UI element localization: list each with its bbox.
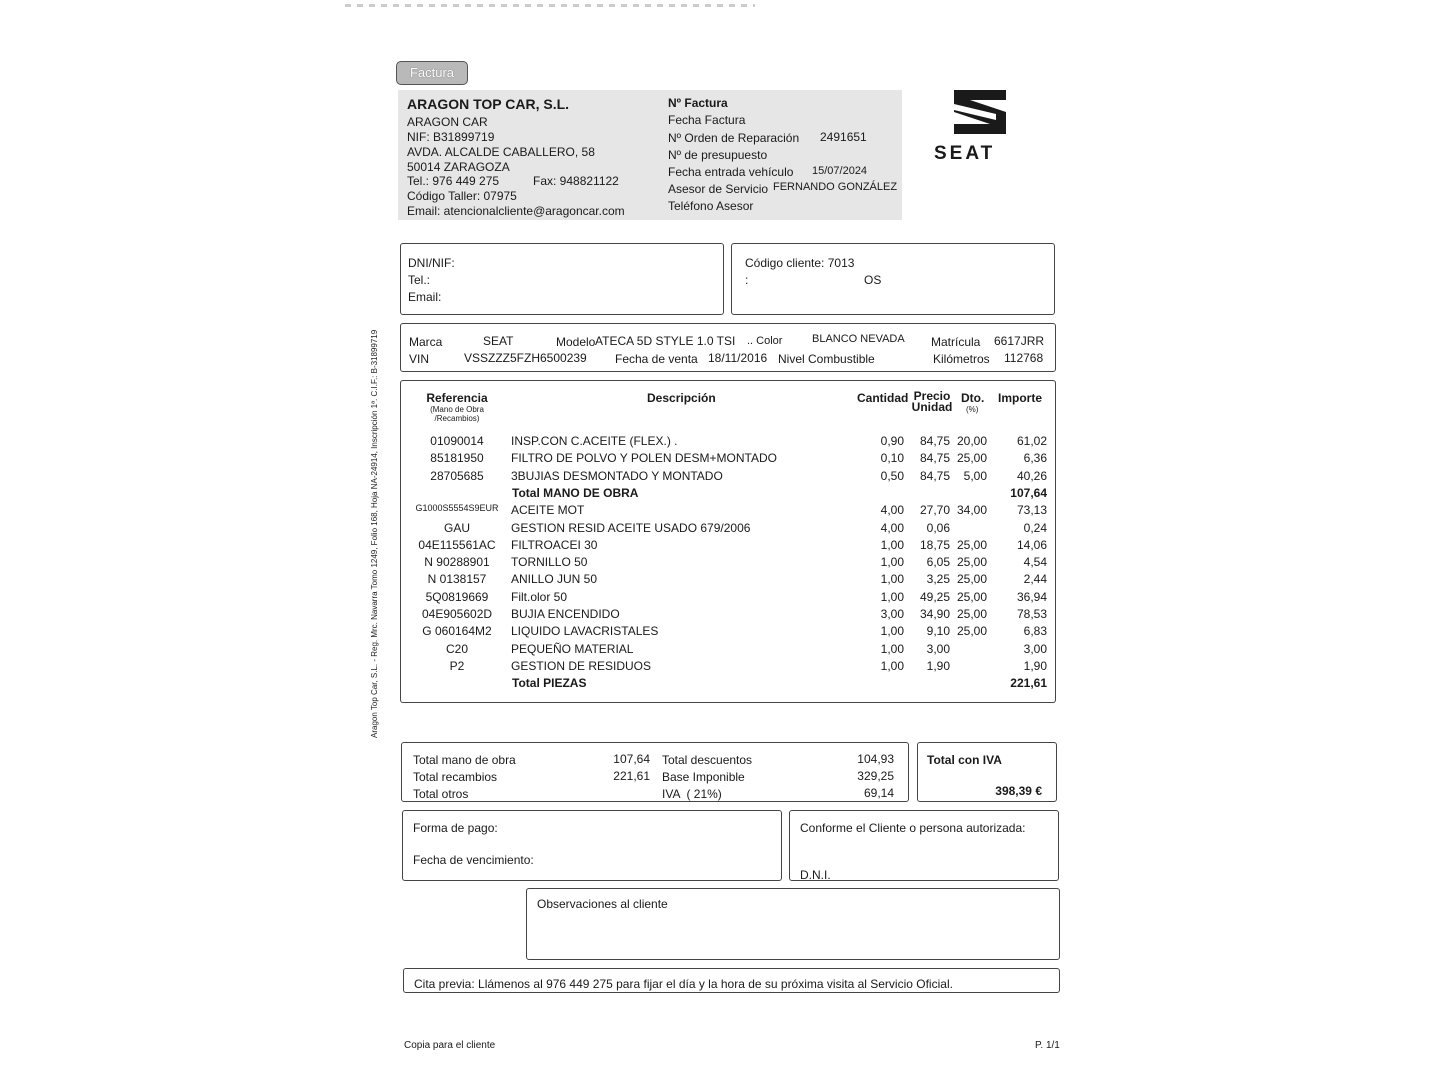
row-ref: N 90288901 [424,555,490,569]
company-address: AVDA. ALCALDE CABALLERO, 58 [407,145,595,159]
row-desc: GESTION DE RESIDUOS [511,659,652,673]
row-desc: GESTION RESID ACEITE USADO 679/2006 [511,521,751,535]
company-email: Email: atencionalcliente@aragoncar.com [407,204,625,218]
row-ref: 5Q0819669 [425,590,489,604]
summary-iva-value: 69,14 [863,786,894,800]
summary-base-label: Base Imponible [662,770,745,784]
entry-date-label: Fecha entrada vehículo [668,165,794,179]
customer-dni-label: DNI/NIF: [408,256,455,270]
vehicle-plate-value: 6617JRR [994,334,1045,348]
row-amount: 6,36 [1023,451,1047,465]
row-amount: 2,44 [1023,572,1047,586]
row-qty: 1,00 [880,538,904,552]
row-ref: 85181950 [430,451,484,465]
col-header-ref: Referencia [426,391,488,405]
row-price: 0,06 [926,521,950,535]
seat-logo-word: SEAT [934,143,996,164]
row-desc: Filt.olor 50 [511,590,568,604]
row-desc: LIQUIDO LAVACRISTALES [511,624,659,638]
vehicle-brand-value: SEAT [483,334,514,348]
company-workshop-code: Código Taller: 07975 [407,189,517,203]
payment-method-label: Forma de pago: [413,821,498,835]
footer-page-label: P. 1/1 [1035,1040,1060,1051]
observations-label: Observaciones al cliente [537,897,668,911]
row-desc: Total PIEZAS [512,676,587,690]
invoice-date-label: Fecha Factura [668,113,746,127]
row-desc: Total MANO DE OBRA [512,486,639,500]
row-ref: P2 [449,659,465,673]
row-amount: 14,06 [1016,538,1047,552]
vehicle-brand-label: Marca [409,335,443,349]
row-qty: 0,90 [880,434,904,448]
col-header-price: Precio Unidad [911,389,953,414]
row-amount: 6,83 [1023,624,1047,638]
row-ref: G 060164M2 [422,624,492,638]
row-amount: 221,61 [1010,676,1047,690]
company-fax: Fax: 948821122 [533,174,619,188]
invoice-tab: Factura [396,61,468,85]
row-desc: ANILLO JUN 50 [511,572,598,586]
summary-others-label: Total otros [413,787,469,801]
client-name-colon: : [745,273,749,287]
summary-discounts-label: Total descuentos [662,753,753,767]
row-desc: TORNILLO 50 [511,555,588,569]
vehicle-sale-date-label: Fecha de venta [615,352,698,366]
summary-base-value: 329,25 [857,769,894,783]
side-legal-text: Aragon Top Car, S.L. - Reg. Mrc. Navarra Tomo 1249, Folio 168, Hoja NA-24914, Inscripción 1ª. C.I.F.: B-31899719 [370,329,379,738]
advisor-value: FERNANDO GONZÁLEZ [773,181,898,193]
row-ref: G1000S5554S9EUR [415,503,499,513]
company-trade-name: ARAGON CAR [407,115,488,129]
repair-order-value: 2491651 [820,130,867,144]
summary-labor-label: Total mano de obra [413,753,516,767]
vehicle-km-label: Kilómetros [933,352,990,366]
row-price: 84,75 [919,434,950,448]
row-qty: 1,00 [880,659,904,673]
conformity-label: Conforme el Cliente o persona autorizada: [800,821,1026,835]
vehicle-vin-value: VSSZZZ5FZH6500239 [464,351,587,365]
summary-discounts-value: 104,93 [857,752,894,766]
row-qty: 1,00 [880,555,904,569]
row-amount: 61,02 [1016,434,1047,448]
repair-order-label: Nº Orden de Reparación [668,131,800,145]
row-desc: PEQUEÑO MATERIAL [511,642,634,656]
row-price: 84,75 [919,469,950,483]
row-qty: 1,00 [880,624,904,638]
advisor-phone-label: Teléfono Asesor [668,199,754,213]
row-desc: INSP.CON C.ACEITE (FLEX.) . [511,434,678,448]
client-name-fragment: OS [864,273,882,287]
total-value: 398,39 € [995,784,1042,798]
vehicle-model-label: Modelo [556,335,596,349]
customer-contact-box [400,243,724,315]
row-dto: 5,00 [963,469,987,483]
row-qty: 4,00 [880,503,904,517]
row-price: 6,05 [926,555,950,569]
row-dto: 25,00 [956,555,987,569]
row-dto: 25,00 [956,624,987,638]
row-qty: 3,00 [880,607,904,621]
row-desc: FILTRO DE POLVO Y POLEN DESM+MONTADO [511,451,777,465]
vehicle-fuel-label: Nivel Combustible [778,352,875,366]
vehicle-vin-label: VIN [409,352,430,366]
col-header-desc: Descripción [647,391,716,405]
row-dto: 25,00 [956,538,987,552]
seat-logo-icon [952,88,1008,136]
customer-email-label: Email: [408,290,442,304]
row-price: 18,75 [919,538,950,552]
vehicle-plate-label: Matrícula [931,335,981,349]
row-price: 27,70 [919,503,950,517]
row-price: 49,25 [919,590,950,604]
row-dto: 20,00 [956,434,987,448]
row-qty: 1,00 [880,642,904,656]
row-ref: 04E115561AC [418,538,496,552]
row-price: 3,00 [926,642,950,656]
row-amount: 1,90 [1023,659,1047,673]
client-code: Código cliente: 7013 [745,256,855,270]
row-ref: 04E905602D [421,607,493,621]
row-ref: GAU [443,521,470,535]
row-dto: 34,00 [956,503,987,517]
row-ref: C20 [445,642,468,656]
row-ref: 28705685 [430,469,484,483]
col-header-qty: Cantidad [857,391,909,405]
vehicle-model-value: ATECA 5D STYLE 1.0 TSI [595,334,736,348]
row-ref: N 0138157 [427,572,487,586]
row-qty: 1,00 [880,572,904,586]
customer-tel-label: Tel.: [408,273,431,287]
row-amount: 3,00 [1023,642,1047,656]
row-desc: BUJIA ENCENDIDO [511,607,620,621]
summary-parts-value: 221,61 [613,769,650,783]
conformity-dni-label: D.N.I. [800,868,831,882]
row-price: 9,10 [926,624,950,638]
row-qty: 0,10 [880,451,904,465]
company-city: 50014 ZARAGOZA [407,160,510,174]
row-amount: 40,26 [1016,469,1047,483]
company-tel: Tel.: 976 449 275 [407,174,500,188]
customer-id-box [731,243,1055,315]
row-price: 84,75 [919,451,950,465]
row-amount: 4,54 [1023,555,1047,569]
advisor-label: Asesor de Servicio [668,182,769,196]
vehicle-sale-date-value: 18/11/2016 [708,351,768,365]
row-desc: ACEITE MOT [511,503,585,517]
vehicle-color-label: .. Color [747,335,783,347]
scan-artifact [345,4,755,7]
col-header-dto: Dto. [961,391,985,405]
row-qty: 1,00 [880,590,904,604]
row-dto: 25,00 [956,451,987,465]
row-price: 3,25 [926,572,950,586]
col-header-amount: Importe [998,391,1043,405]
appointment-note: Cita previa: Llámenos al 976 449 275 para fijar el día y la hora de su próxima visita al Servicio Oficial. [414,977,953,991]
row-desc: 3BUJIAS DESMONTADO Y MONTADO [511,469,723,483]
row-dto: 25,00 [956,590,987,604]
col-header-dto-sub: (%) [966,405,979,414]
row-qty: 4,00 [880,521,904,535]
entry-date-value: 15/07/2024 [812,165,868,177]
row-price: 34,90 [919,607,950,621]
row-amount: 0,24 [1023,521,1047,535]
invoice-number-label: Nº Factura [668,96,728,110]
row-dto: 25,00 [956,607,987,621]
row-amount: 107,64 [1010,486,1047,500]
summary-labor-value: 107,64 [613,752,650,766]
payment-due-label: Fecha de vencimiento: [413,853,534,867]
footer-copy-label: Copia para el cliente [404,1040,496,1051]
row-amount: 78,53 [1016,607,1047,621]
row-ref: 01090014 [430,434,484,448]
company-nif: NIF: B31899719 [407,130,495,144]
row-dto: 25,00 [956,572,987,586]
company-name: ARAGON TOP CAR, S.L. [407,96,570,112]
row-amount: 73,13 [1016,503,1047,517]
vehicle-color-value: BLANCO NEVADA [812,333,905,345]
budget-label: Nº de presupuesto [668,148,768,162]
vehicle-km-value: 112768 [1004,351,1044,365]
summary-parts-label: Total recambios [413,770,498,784]
row-desc: FILTROACEI 30 [511,538,598,552]
row-amount: 36,94 [1016,590,1047,604]
row-qty: 0,50 [880,469,904,483]
total-label: Total con IVA [927,753,1002,767]
col-header-ref-sub: (Mano de Obra /Recambios) [430,405,484,423]
row-price: 1,90 [926,659,950,673]
summary-iva-label: IVA ( 21%) [662,787,722,801]
